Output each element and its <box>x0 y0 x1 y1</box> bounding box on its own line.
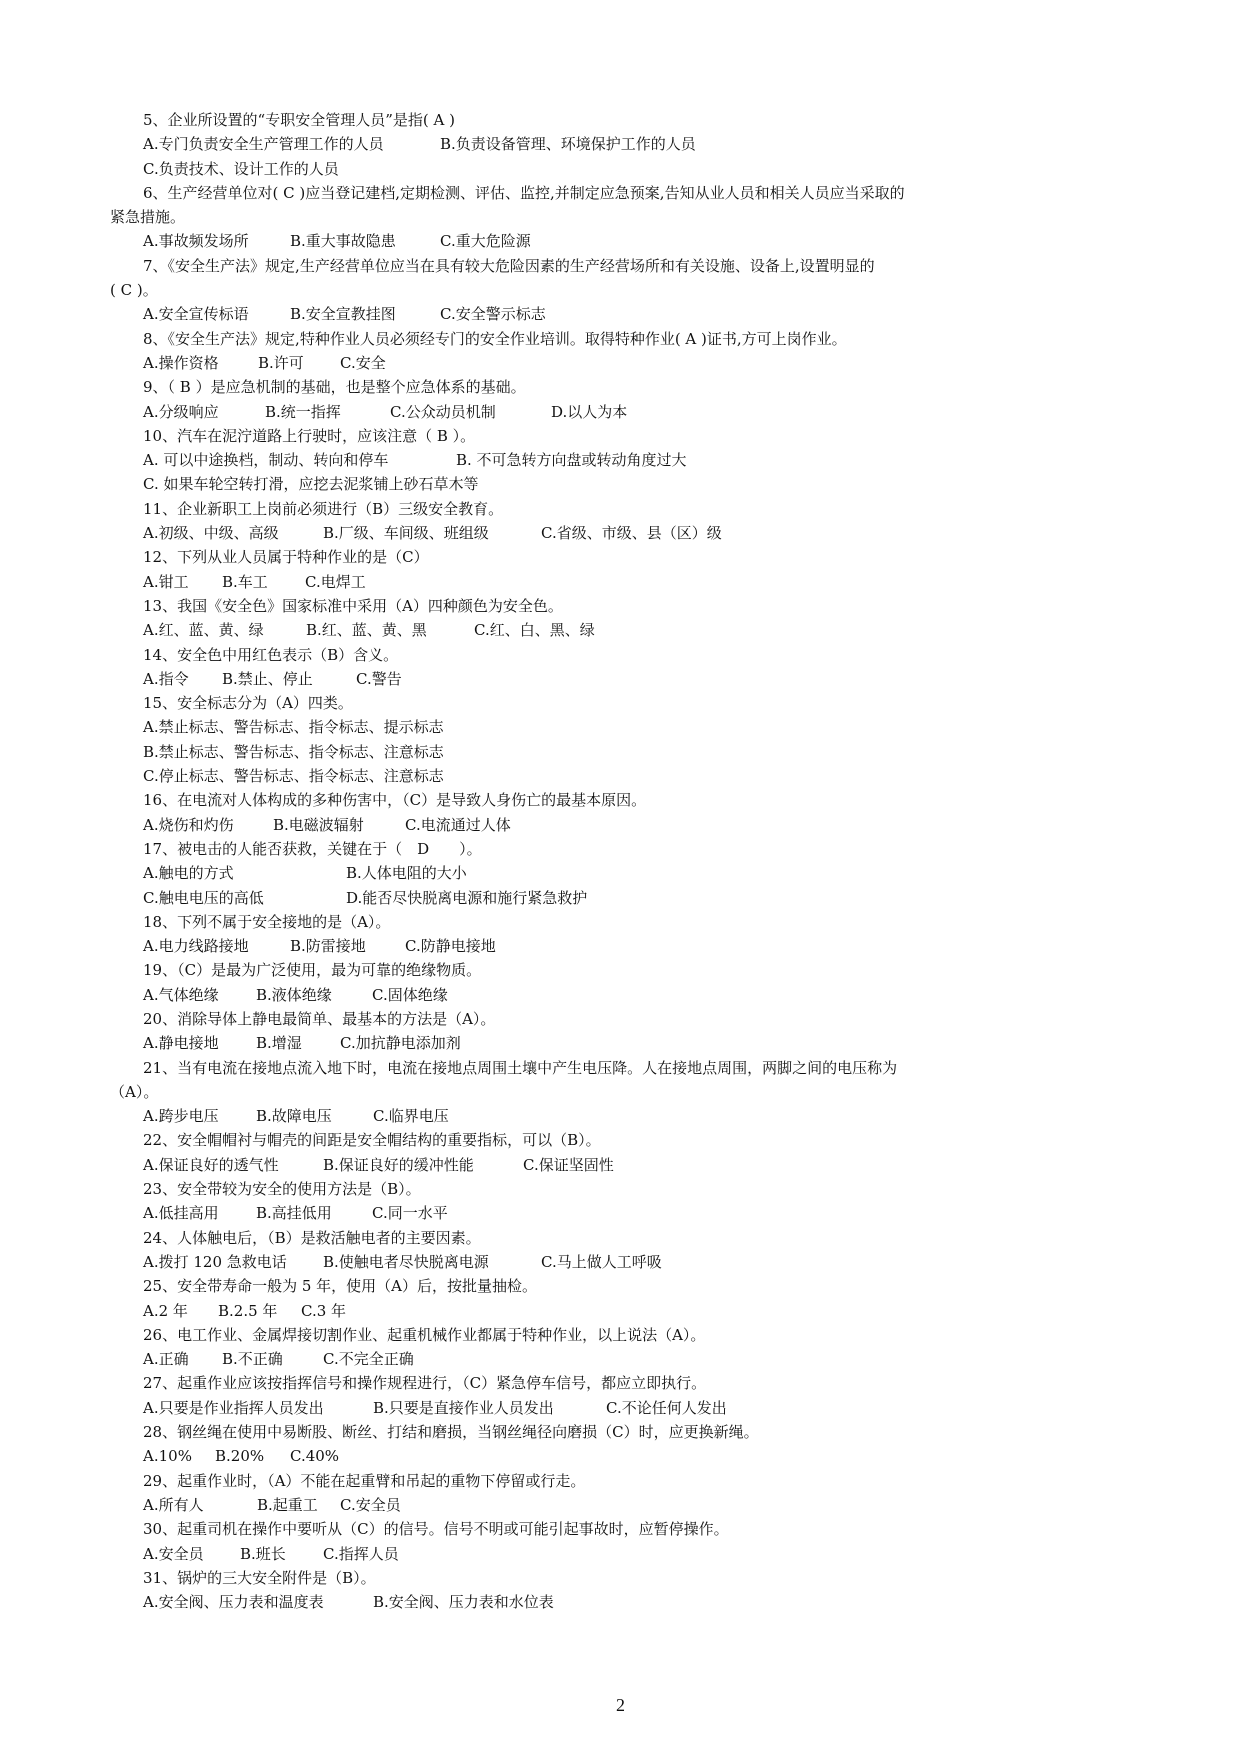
text-line <box>0 667 1241 691</box>
line-text: 10、汽车在泥泞道路上行驶时，应该注意（ B ）。 <box>143 426 476 445</box>
text-line <box>0 1566 1241 1590</box>
line-text: B.禁止标志、警告标志、指令标志、注意标志 <box>143 742 444 761</box>
option-text: C.重大危险源 <box>440 232 531 251</box>
line-text: A.初级、中级、高级 <box>143 524 279 543</box>
text-line <box>0 448 1241 472</box>
text-line <box>0 1323 1241 1347</box>
option-text: B.负责设备管理、环境保护工作的人员 <box>440 135 696 154</box>
option-text: B.故障电压 <box>256 1107 332 1126</box>
option-text: B.液体绝缘 <box>256 985 332 1004</box>
text-line <box>0 278 1241 302</box>
line-text: A.安全阀、压力表和温度表 <box>143 1593 324 1612</box>
option-text: B.增湿 <box>256 1034 302 1053</box>
text-line <box>0 1056 1241 1080</box>
text-line <box>0 740 1241 764</box>
line-text: A.烧伤和灼伤 <box>143 815 234 834</box>
line-text: 20、消除导体上静电最简单、最基本的方法是（A）。 <box>143 1009 496 1028</box>
line-text: 18、下列不属于安全接地的是（A）。 <box>143 912 391 931</box>
option-text: C.安全员 <box>340 1495 401 1514</box>
option-text: C.指挥人员 <box>323 1544 399 1563</box>
line-text: A.事故频发场所 <box>143 232 249 251</box>
line-text: A.气体绝缘 <box>143 985 219 1004</box>
text-line <box>0 1444 1241 1468</box>
line-text: 13、我国《安全色》国家标准中采用（A）四种颜色为安全色。 <box>143 596 563 615</box>
line-text: A.静电接地 <box>143 1034 219 1053</box>
text-line <box>0 643 1241 667</box>
line-text: 15、安全标志分为（A）四类。 <box>143 694 353 713</box>
option-text: B.安全宣教挂图 <box>290 305 396 324</box>
line-text: 22、安全帽帽衬与帽壳的间距是安全帽结构的重要指标，可以（B）。 <box>143 1131 601 1150</box>
text-line <box>0 1031 1241 1055</box>
option-text: C.加抗静电添加剂 <box>340 1034 461 1053</box>
line-text: 31、锅炉的三大安全附件是（B）。 <box>143 1568 376 1587</box>
option-text: B.20% <box>215 1447 265 1466</box>
option-text: B.保证良好的缓冲性能 <box>323 1155 474 1174</box>
option-text: C.公众动员机制 <box>390 402 496 421</box>
option-text: B.2.5 年 <box>218 1301 278 1320</box>
text-line <box>0 302 1241 326</box>
option-text: B.防雷接地 <box>290 937 366 956</box>
line-text: A.触电的方式 <box>143 864 234 883</box>
option-text: C.安全 <box>340 353 386 372</box>
text-line <box>0 837 1241 861</box>
text-line <box>0 788 1241 812</box>
text-line <box>0 1396 1241 1420</box>
line-text: 12、下列从业人员属于特种作业的是（C） <box>143 548 429 567</box>
line-text: A.保证良好的透气性 <box>143 1155 279 1174</box>
text-line <box>0 472 1241 496</box>
text-line <box>0 254 1241 278</box>
line-text: A.专门负责安全生产管理工作的人员 <box>143 135 384 154</box>
line-text: A. 可以中途换档，制动、转向和停车 <box>143 451 389 470</box>
text-line <box>0 764 1241 788</box>
option-text: B.只要是直接作业人员发出 <box>373 1398 554 1417</box>
line-text: 21、当有电流在接地点流入地下时，电流在接地点周围土壤中产生电压降。人在接地点周围，两脚之间的电压称为 <box>143 1058 898 1077</box>
option-text: B.厂级、车间级、班组级 <box>323 524 489 543</box>
line-text: A.禁止标志、警告标志、指令标志、提示标志 <box>143 718 444 737</box>
line-text: 25、安全带寿命一般为 5 年，使用（A）后，按批量抽检。 <box>143 1277 538 1296</box>
option-text: C.同一水平 <box>372 1204 448 1223</box>
option-text: C.警告 <box>356 669 402 688</box>
text-line <box>0 1517 1241 1541</box>
text-line <box>0 1371 1241 1395</box>
text-line <box>0 1420 1241 1444</box>
line-text: 23、安全带较为安全的使用方法是（B）。 <box>143 1180 421 1199</box>
line-text: 27、起重作业应该按指挥信号和操作规程进行，（C）紧急停车信号，都应立即执行。 <box>143 1374 707 1393</box>
text-line <box>0 1177 1241 1201</box>
text-line <box>0 497 1241 521</box>
line-text: A.只要是作业指挥人员发出 <box>143 1398 324 1417</box>
line-text: C.停止标志、警告标志、指令标志、注意标志 <box>143 767 444 786</box>
text-line <box>0 108 1241 132</box>
line-text: 29、起重作业时，（A）不能在起重臂和吊起的重物下停留或行走。 <box>143 1471 586 1490</box>
option-text: C.马上做人工呼吸 <box>541 1252 662 1271</box>
line-text: A.分级响应 <box>143 402 219 421</box>
line-text: 11、企业新职工上岗前必须进行（B）三级安全教育。 <box>143 499 504 518</box>
line-text: A.跨步电压 <box>143 1107 219 1126</box>
option-text: D.以人为本 <box>551 402 628 421</box>
line-text: 28、钢丝绳在使用中易断股、断丝、打结和磨损，当钢丝绳径向磨损（C）时，应更换新绳。 <box>143 1423 759 1442</box>
line-text: 19、（C）是最为广泛使用，最为可靠的绝缘物质。 <box>143 961 482 980</box>
line-text: 6、生产经营单位对( C )应当登记建档,定期检测、评估、监控,并制定应急预案,告知从业人员和相关人员应当采取的 <box>143 183 905 202</box>
line-text: （A）。 <box>110 1082 159 1101</box>
line-text: 16、在电流对人体构成的多种伤害中，（C）是导致人身伤亡的最基本原因。 <box>143 791 647 810</box>
option-text: C.不完全正确 <box>323 1350 414 1369</box>
line-text: A.低挂高用 <box>143 1204 219 1223</box>
option-text: C.防静电接地 <box>405 937 496 956</box>
text-line <box>0 157 1241 181</box>
line-text: A.10% <box>143 1447 192 1466</box>
line-text: 8、《安全生产法》规定,特种作业人员必须经专门的安全作业培训。取得特种作业( A )证书,方可上岗作业。 <box>143 329 847 348</box>
option-text: B.不正确 <box>222 1350 283 1369</box>
line-text: A.安全员 <box>143 1544 204 1563</box>
line-text: A.2 年 <box>143 1301 188 1320</box>
text-line <box>0 351 1241 375</box>
text-line <box>0 521 1241 545</box>
line-text: 5、企业所设置的“专职安全管理人员”是指( A ) <box>143 111 455 129</box>
text-line <box>0 1007 1241 1031</box>
option-text: C.红、白、黑、绿 <box>474 621 595 640</box>
text-line <box>0 861 1241 885</box>
text-line <box>0 1153 1241 1177</box>
option-text: C.省级、市级、县（区）级 <box>541 524 722 543</box>
text-line <box>0 594 1241 618</box>
option-text: C.3 年 <box>301 1301 347 1320</box>
text-line <box>0 983 1241 1007</box>
text-line <box>0 1226 1241 1250</box>
line-text: A.红、蓝、黄、绿 <box>143 621 264 640</box>
text-line <box>0 1080 1241 1104</box>
line-text: 24、人体触电后，（B）是救活触电者的主要因素。 <box>143 1228 481 1247</box>
text-line <box>0 618 1241 642</box>
line-text: A.安全宣传标语 <box>143 305 249 324</box>
text-line <box>0 1347 1241 1371</box>
text-line <box>0 1274 1241 1298</box>
option-text: C.临界电压 <box>373 1107 449 1126</box>
option-text: B.人体电阻的大小 <box>346 864 467 883</box>
option-text: B.车工 <box>222 572 268 591</box>
text-line <box>0 132 1241 156</box>
text-line <box>0 934 1241 958</box>
text-line <box>0 229 1241 253</box>
line-text: C. 如果车轮空转打滑，应挖去泥浆铺上砂石草木等 <box>143 475 479 494</box>
line-text: A.正确 <box>143 1350 189 1369</box>
option-text: B.红、蓝、黄、黑 <box>306 621 427 640</box>
text-line <box>0 1128 1241 1152</box>
option-text: B.许可 <box>258 353 304 372</box>
text-line <box>0 327 1241 351</box>
line-text: ( C )。 <box>110 281 158 300</box>
option-text: B.起重工 <box>257 1495 318 1514</box>
line-text: A.拨打 120 急救电话 <box>143 1252 287 1271</box>
option-text: C.安全警示标志 <box>440 305 546 324</box>
text-line <box>0 1590 1241 1614</box>
option-text: B.禁止、停止 <box>222 669 313 688</box>
text-line <box>0 1201 1241 1225</box>
question-list <box>0 108 1241 1614</box>
line-text: 30、起重司机在操作中要听从（C）的信号。信号不明或可能引起事故时，应暂停操作。 <box>143 1520 729 1539</box>
line-text: 26、电工作业、金属焊接切割作业、起重机械作业都属于特种作业，以上说法（A）。 <box>143 1325 706 1344</box>
text-line <box>0 715 1241 739</box>
line-text: A.操作资格 <box>143 353 219 372</box>
text-line <box>0 570 1241 594</box>
text-line <box>0 545 1241 569</box>
option-text: D.能否尽快脱离电源和施行紧急救护 <box>346 888 588 907</box>
text-line <box>0 958 1241 982</box>
line-text: 9、（ B ）是应急机制的基础，也是整个应急体系的基础。 <box>143 378 526 397</box>
text-line <box>0 1542 1241 1566</box>
line-text: 17、被电击的人能否获救，关键在于（ D ）。 <box>143 839 482 858</box>
line-text: A.指令 <box>143 669 189 688</box>
option-text: C.固体绝缘 <box>372 985 448 1004</box>
option-text: B.电磁波辐射 <box>273 815 364 834</box>
text-line <box>0 205 1241 229</box>
text-line <box>0 375 1241 399</box>
option-text: B.高挂低用 <box>256 1204 332 1223</box>
text-line <box>0 691 1241 715</box>
line-text: C.触电电压的高低 <box>143 888 264 907</box>
text-line <box>0 1469 1241 1493</box>
option-text: B.使触电者尽快脱离电源 <box>323 1252 489 1271</box>
line-text: C.负责技术、设计工作的人员 <box>143 159 339 178</box>
option-text: B.统一指挥 <box>265 402 341 421</box>
text-line <box>0 181 1241 205</box>
line-text: 14、安全色中用红色表示（B）含义。 <box>143 645 399 664</box>
line-text: 紧急措施。 <box>110 208 186 227</box>
option-text: C.电焊工 <box>305 572 366 591</box>
option-text: B.安全阀、压力表和水位表 <box>373 1593 554 1612</box>
option-text: C.电流通过人体 <box>405 815 511 834</box>
line-text: 7、《安全生产法》规定,生产经营单位应当在具有较大危险因素的生产经营场所和有关设施、设备上,设置明显的 <box>143 256 875 275</box>
text-line <box>0 910 1241 934</box>
option-text: C.不论任何人发出 <box>606 1398 727 1417</box>
option-text: B.班长 <box>240 1544 286 1563</box>
text-line <box>0 1299 1241 1323</box>
text-line <box>0 400 1241 424</box>
text-line <box>0 813 1241 837</box>
line-text: A.所有人 <box>143 1495 204 1514</box>
option-text: B. 不可急转方向盘或转动角度过大 <box>456 451 687 470</box>
text-line <box>0 424 1241 448</box>
page-number: 2 <box>616 1695 625 1715</box>
line-text: A.钳工 <box>143 572 189 591</box>
text-line <box>0 1250 1241 1274</box>
text-line <box>0 1104 1241 1128</box>
option-text: C.40% <box>290 1447 340 1466</box>
option-text: C.保证坚固性 <box>523 1155 614 1174</box>
text-line <box>0 1493 1241 1517</box>
line-text: A.电力线路接地 <box>143 937 249 956</box>
option-text: B.重大事故隐患 <box>290 232 396 251</box>
text-line <box>0 886 1241 910</box>
